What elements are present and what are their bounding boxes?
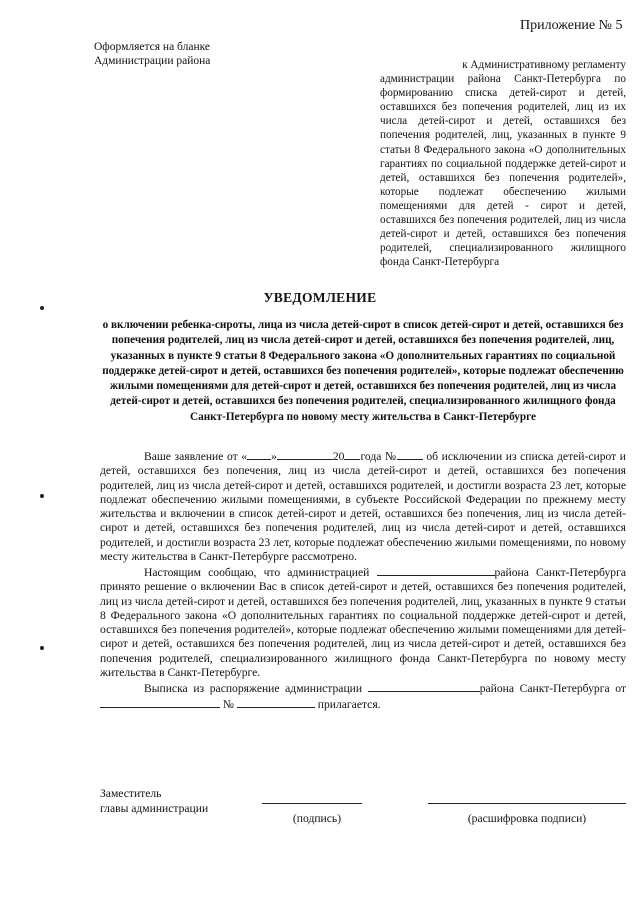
regulation-text: администрации района Санкт-Петербурга по формированию списка детей-сирот и детей, оставшихся без попечения родителей, лиц из их числа детей-сирот и детей, оставшихся без попечения родителей, лиц, указанных в пункте 9 статьи 8 Федерального закона «О дополнительных гарантиях по социальной поддержке детей-сирот и детей, оставшихся без попечения родителей», которые подлежат обеспечению жилыми помещениями для детей - сирот и детей, оставшихся без попечения родителей, лиц из числа детей-сирот и детей, оставшихся без попечения родителей, специализированного жилищного фонда Санкт-Петербурга xyxy=(380,73,626,269)
paragraph-application xyxy=(100,448,626,564)
signatory-role-line1: Заместитель xyxy=(100,787,162,800)
regulation-first-line: к Административному регламенту xyxy=(462,59,626,71)
p3-text-b: района xyxy=(479,682,515,695)
signature-line xyxy=(262,803,362,804)
paragraph-decision xyxy=(100,564,626,680)
margin-dot xyxy=(40,494,44,498)
document-title: УВЕДОМЛЕНИЕ xyxy=(263,290,377,305)
p2-text-a: Настоящим сообщаю, что администрацией xyxy=(144,566,370,579)
month-blank xyxy=(277,448,333,460)
extract-number-blank xyxy=(237,696,315,708)
blank-note-line1: Оформляется на бланке xyxy=(94,41,211,53)
p1-text-b: » xyxy=(271,450,277,463)
p1-text-a: Ваше заявление от « xyxy=(144,450,248,463)
p1-text-e: об исключении из списка детей-сирот и детей, оставшихся без попечения, лиц из числа детей-сирот и детей, оставшихся без попечения родителей, лиц из числа детей-сирот и детей, оставшихся родителей, и достигли возраста 23 лет, которые подлежат обеспечению жилыми помещениями, в субъекте Российской Федерации по прежнему месту жительства и включении в список детей-сирот и детей, оставшихся без попечения, лиц из числа детей-сирот и детей, оставшихся без попечения родителей, лиц из числа детей-сирот и детей, оставшихся родителей, и достигли возраста 23 лет, которые подлежат обеспечению жилыми помещениями, по новому месту жительства в Санкт-Петербурге рассмотрено. xyxy=(100,450,626,563)
signature-decoding-line xyxy=(428,803,626,804)
signatory-role-line2: главы администрации xyxy=(100,802,209,815)
blank-note-line2: Администрации района xyxy=(94,55,211,67)
p3-text-c: Санкт-Петербурга от xyxy=(519,682,626,695)
margin-dot xyxy=(40,306,44,310)
appendix-number: Приложение № 5 xyxy=(520,18,623,33)
margin-dot xyxy=(40,646,44,650)
p1-text-d: года № xyxy=(360,450,397,463)
signatory-role xyxy=(100,786,208,816)
day-blank xyxy=(247,448,271,460)
paragraph-extract xyxy=(100,680,626,713)
number-blank xyxy=(397,448,423,460)
p3-text-a: Выписка из распоряжение администрации xyxy=(144,682,363,695)
p3-text-d: № xyxy=(222,698,234,712)
signature-decoding-caption: (расшифровка подписи) xyxy=(467,812,587,825)
extract-district-blank xyxy=(368,680,480,692)
p2-text-b: района Санкт-Петербурга принято решение о включении Вас в список детей-сирот и детей, оставшихся без попечения родителей, лиц из числа детей-сирот и детей, оставшихся без попечения родителей, лиц, указанных в пункте 9 статьи 8 Федерального закона «О дополнительных гарантиях по социальной поддержке детей-сирот и детей, оставшихся без попечения родителей», которые подлежат обеспечению жилыми помещениями для детей-сирот и детей, оставшихся без попечения родителей, лиц из числа детей-сирот и детей, оставшихся без попечения родителей, специализированного жилищного фонда Санкт-Петербурга по новому месту жительства в Санкт-Петербурге. xyxy=(100,566,626,679)
p3-text-e: прилагается. xyxy=(317,698,381,712)
year-blank xyxy=(344,448,360,460)
signature-caption: (подпись) xyxy=(292,812,342,825)
p1-text-c: 20 xyxy=(332,450,345,463)
notification-body xyxy=(100,448,626,713)
blank-note xyxy=(94,40,264,68)
document-subtitle: о включении ребенка-сироты, лица из числа детей-сирот в список детей-сирот и детей, оставшихся без попечения родителей, лиц из числа детей-сирот и детей, оставшихся без попечения родителей, лиц, указанных в пункте 9 статьи 8 Федерального закона «О дополнительных гарантиях по социальной поддержке детей-сирот и детей, оставшихся без попечения родителей», которые подлежат обеспечению жилыми помещениями для детей-сирот и детей, оставшихся без попечения родителей, лиц из числа детей-сирот и детей, оставшихся без попечения родителей, специализированного жилищного фонда Санкт-Петербурга по новому месту жительства в Санкт-Петербурге xyxy=(102,319,624,423)
extract-date-blank xyxy=(100,696,220,708)
regulation-reference xyxy=(380,58,626,269)
district-blank xyxy=(377,564,495,576)
